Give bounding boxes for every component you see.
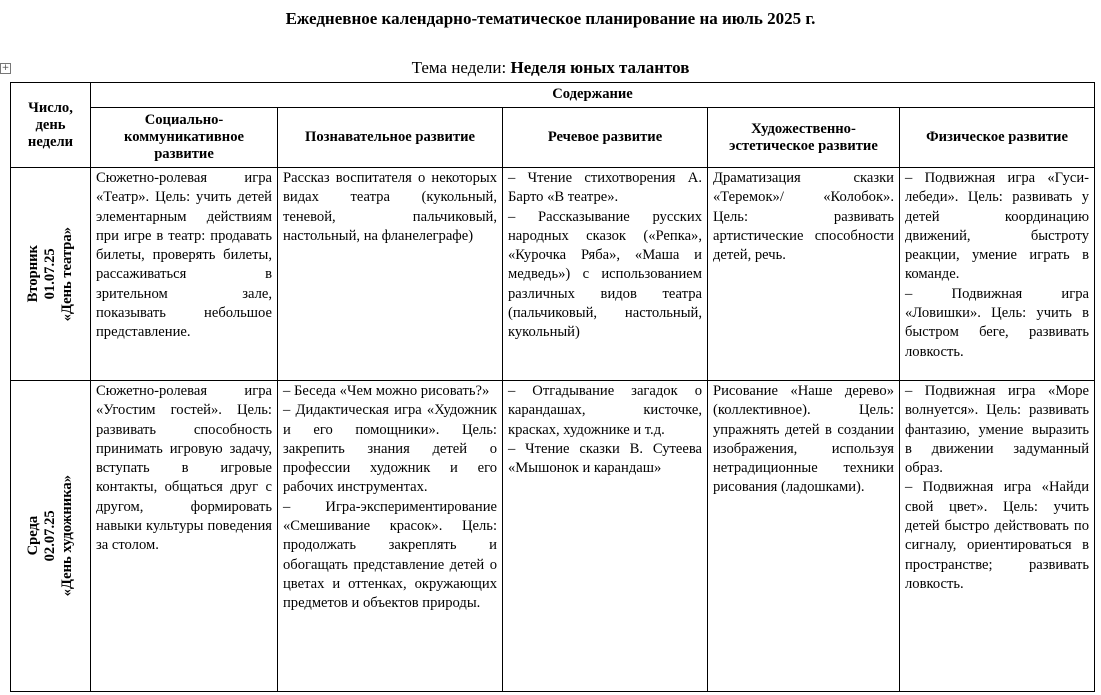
week-theme-line: [0, 58, 1101, 78]
activity-paragraph: – Подвижная игра «Ловишки». Цель: учить в быстром беге, развивать ловкость.: [905, 285, 1090, 360]
day-name: Вторник: [25, 245, 41, 303]
week-theme-prefix: Тема недели:: [411, 58, 507, 77]
day-date: 02.07.25: [42, 510, 58, 562]
activity-paragraph: – Подвижная игра «Найди свой цвет». Цель: учить детей быстро действовать по сигналу, ориентироваться в пространстве; развивать ловкость.: [905, 479, 1090, 592]
area-header-speech: Речевое развитие: [503, 108, 708, 168]
activity-cell-physical: [900, 168, 1095, 381]
activity-paragraph: – Игра-экспериментирование «Смешивание красок». Цель: продолжать закреплять и обогащать представление детей о цветах и оттенках, окружающих предметов и объектов природы.: [283, 498, 497, 612]
document-title: Ежедневное календарно-тематическое планирование на июль 2025 г.: [285, 9, 816, 28]
table-row: [11, 381, 1095, 692]
day-theme: «День театра»: [59, 226, 75, 322]
area-header-social: Социально-коммуникативное развитие: [91, 108, 278, 168]
activity-paragraph: Рассказ воспитателя о некоторых видах театра (кукольный, теневой, пальчиковый, настольный, на фланелеграфе): [283, 170, 497, 244]
day-name: Среда: [25, 516, 41, 556]
activity-paragraph: – Беседа «Чем можно рисовать?»: [283, 383, 490, 399]
planning-table: [10, 82, 1095, 692]
activity-cell-physical: [900, 381, 1095, 692]
content-header: Содержание: [91, 83, 1095, 108]
activity-cell-speech: [503, 168, 708, 381]
area-header-physical: Физическое развитие: [900, 108, 1095, 168]
activity-cell-cognitive: [278, 381, 503, 692]
activity-cell-social: [91, 168, 278, 381]
activity-cell-speech: [503, 381, 708, 692]
area-header-art: Художественно-эстетическое развитие: [708, 108, 900, 168]
area-header-cognitive: Познавательное развитие: [278, 108, 503, 168]
week-theme-name: Неделя юных талантов: [510, 58, 690, 77]
activity-paragraph: – Чтение стихотворения А. Барто «В театре».: [508, 170, 702, 206]
activity-paragraph: – Рассказывание русских народных сказок («Репка», «Курочка Ряба», «Маша и медведь») с использованием различных видов театра (пальчиковый, настольный, кукольный): [508, 208, 702, 341]
activity-paragraph: – Подвижная игра «Гуси-лебеди». Цель: развивать у детей координацию движений, быстроту реакции, умение играть в команде.: [905, 170, 1090, 283]
activity-cell-art: [708, 168, 900, 381]
table-move-handle-icon[interactable]: +: [1, 63, 10, 73]
activity-cell-social: [91, 381, 278, 692]
activity-cell-cognitive: [278, 168, 503, 381]
day-cell: [11, 381, 91, 692]
table-row: [11, 168, 1095, 381]
activity-paragraph: – Подвижная игра «Море волнуется». Цель: развивать фантазию, умение выразить в движении задуманный образ.: [905, 383, 1090, 477]
activity-paragraph: – Чтение сказки В. Сутеева «Мышонок и карандаш»: [508, 440, 702, 477]
day-column-header: Число, день недели: [11, 83, 91, 168]
activity-paragraph: Драматизация сказки «Теремок»/ «Колобок». Цель: развивать артистические способности детей, речь.: [713, 170, 894, 264]
day-theme: «День художника»: [59, 475, 75, 597]
activity-cell-art: [708, 381, 900, 692]
activity-paragraph: Сюжетно-ролевая игра «Угостим гостей». Цель: развивать способность принимать игровую задачу, вступать в игровые контакты, общаться друг с другом, формировать навыки культуры поведения за столом.: [96, 383, 272, 554]
activity-paragraph: Рисование «Наше дерево» (коллективное). Цель: упражнять детей в создании изображения, используя нетрадиционные техники рисования (ладошками).: [713, 383, 894, 496]
activity-paragraph: Сюжетно-ролевая игра «Театр». Цель: учить детей элементарным действиям при игре в театр: продавать билеты, проверять билеты, рассаживаться в зрительном зале, показывать небольшое представление.: [96, 170, 272, 341]
day-date: 01.07.25: [42, 248, 58, 300]
activity-paragraph: – Дидактическая игра «Художник и его помощники». Цель: закрепить знания детей о профессии художник и его рабочих инструментах.: [283, 402, 497, 496]
activity-paragraph: – Отгадывание загадок о карандашах, кисточке, красках, художнике и т.д.: [508, 383, 702, 438]
day-cell: [11, 168, 91, 381]
